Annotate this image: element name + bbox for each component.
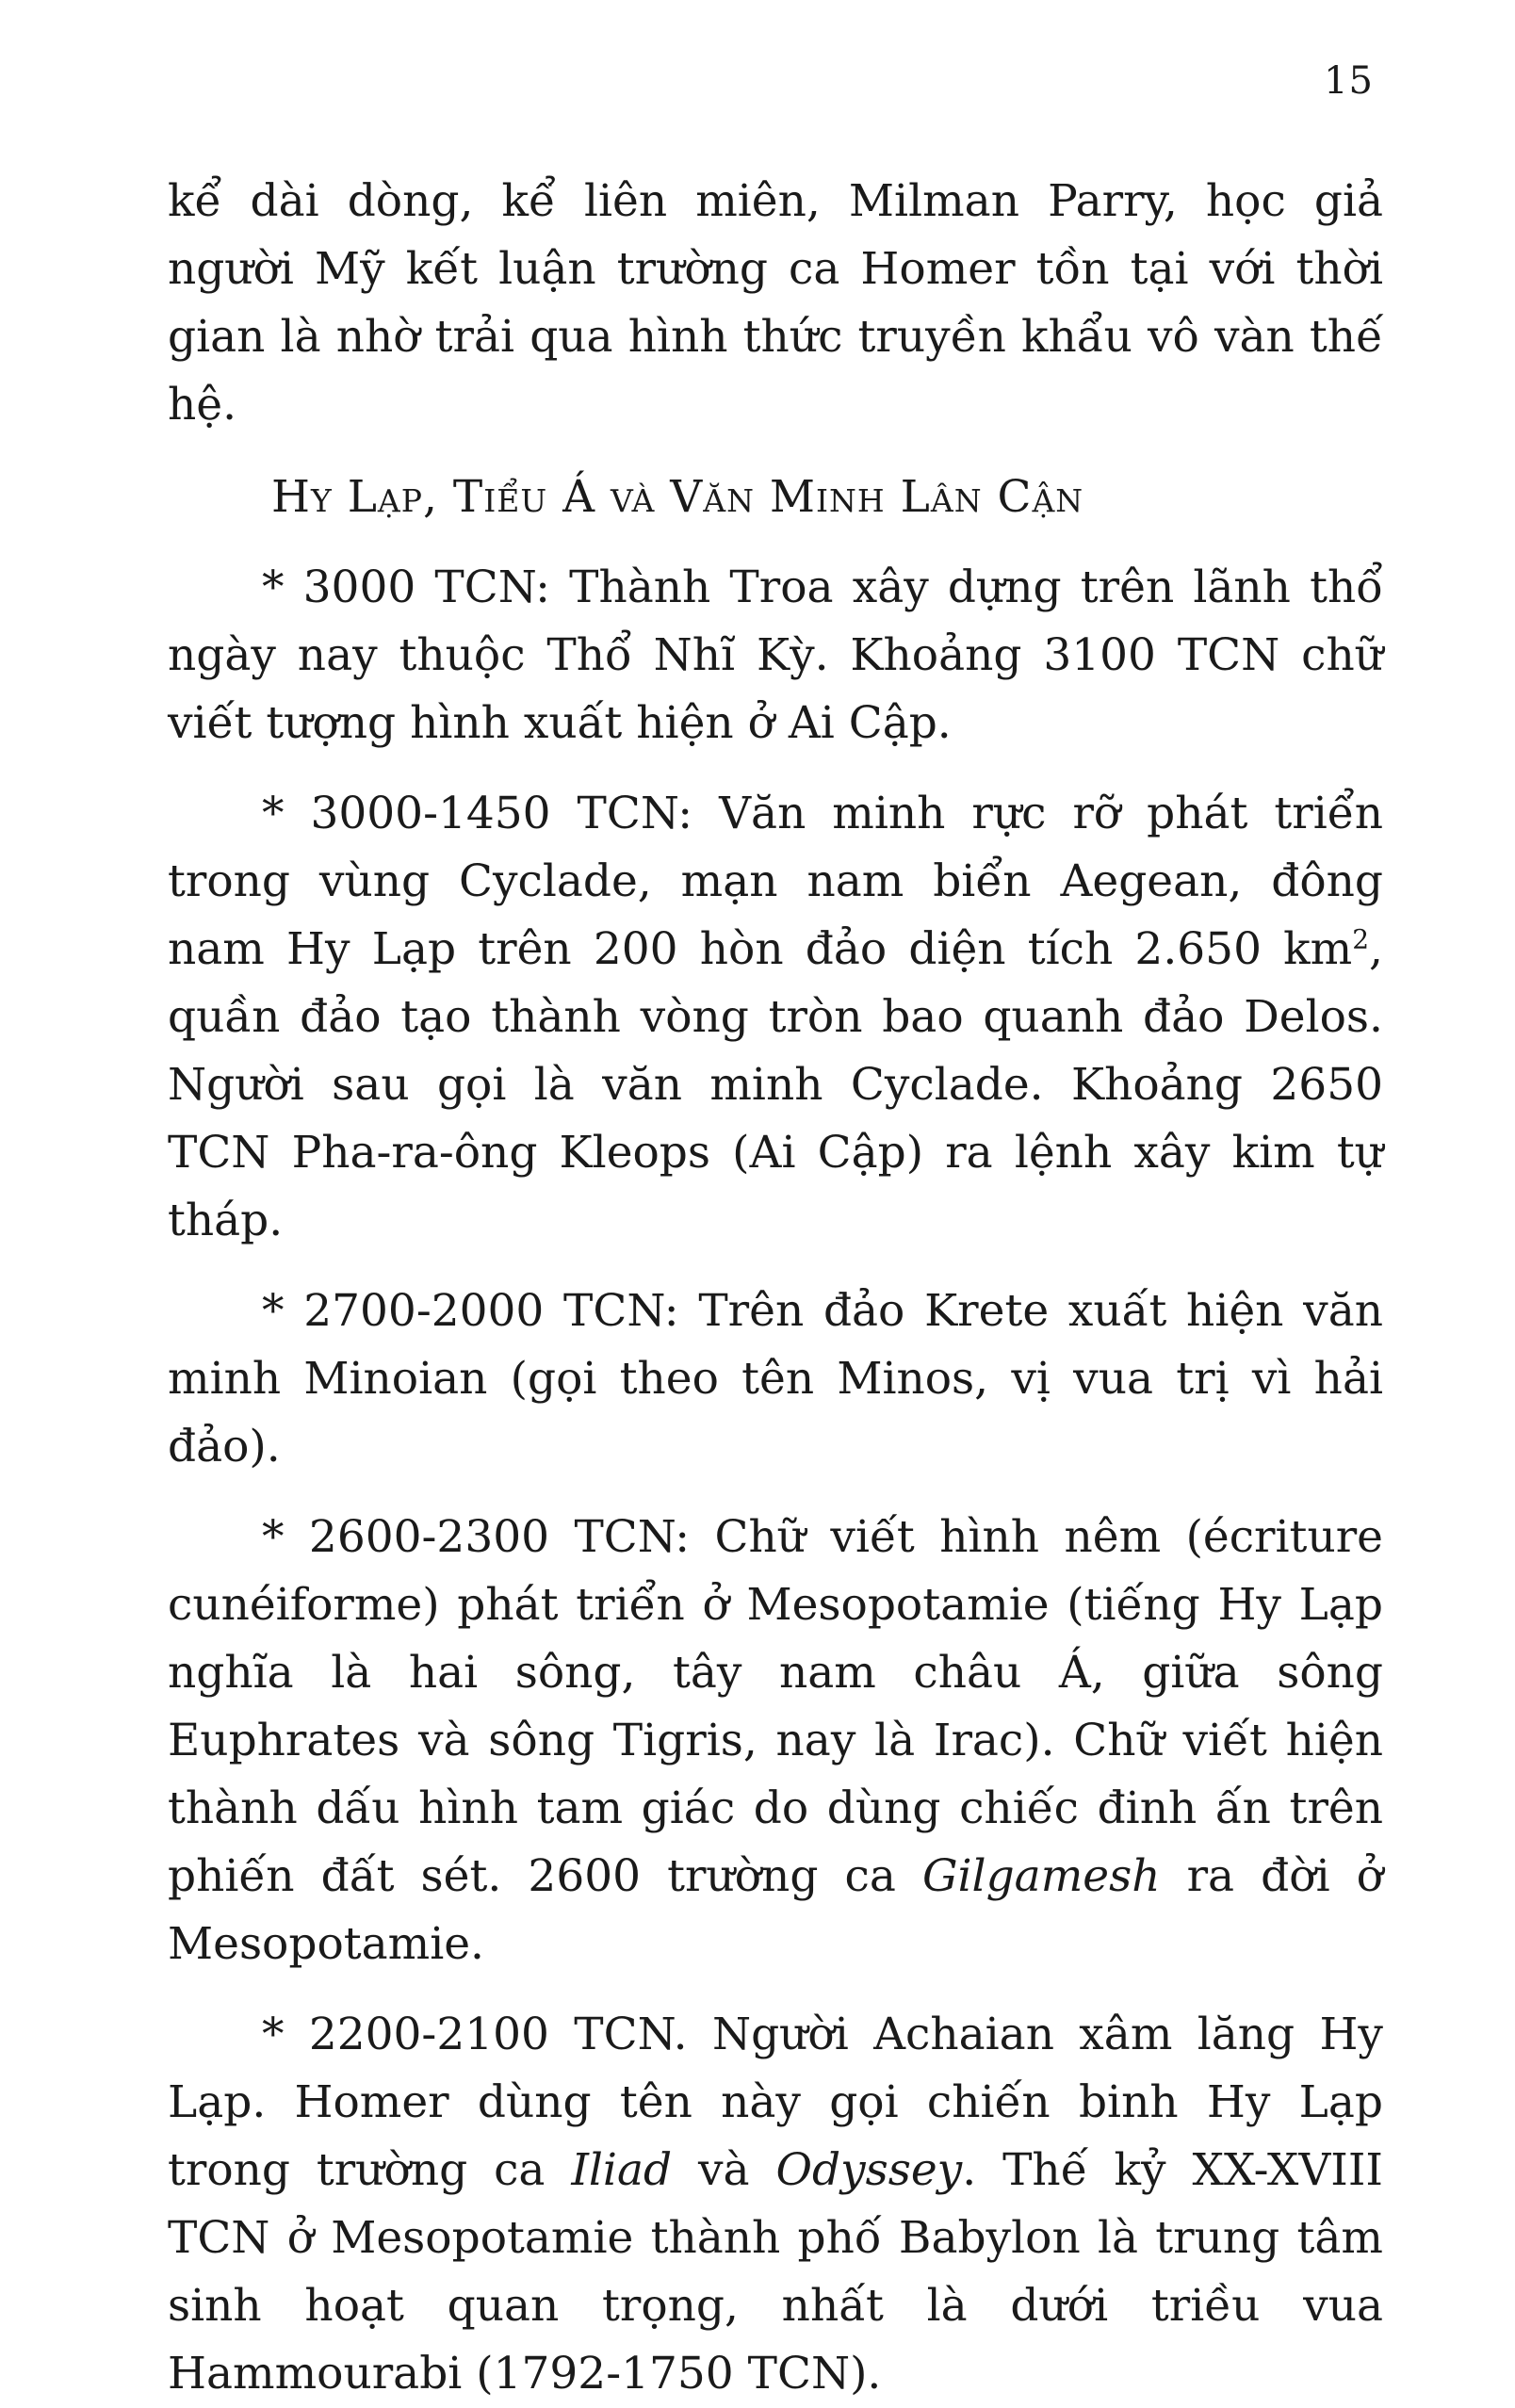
paragraph-text: , quần đảo tạo thành vòng tròn bao quanh đảo Delos. Người sau gọi là văn minh Cyclade. Khoảng 2650 TCN Pha-ra-ông Kleops (Ai Cập) ra lệnh xây kim tự tháp. xyxy=(168,923,1383,1246)
paragraph-3000-1450-tcn xyxy=(168,780,1383,1255)
paragraph-text: * 2200-2100 TCN. Người Achaian xâm lăng Hy Lạp. Homer dùng tên này gọi chiến binh Hy Lạp trong trường ca xyxy=(168,2009,1383,2196)
paragraph-2600-2300-tcn xyxy=(168,1504,1383,1978)
section-title: Hy Lạp, Tiểu Á và Văn Minh Lân Cận xyxy=(271,471,1084,523)
paragraph-2200-2100-tcn xyxy=(168,2001,1383,2408)
italic-title: Gilgamesh xyxy=(921,1850,1161,1902)
italic-title: Iliad xyxy=(571,2144,673,2196)
paragraph-continuation: kể dài dòng, kể liên miên, Milman Parry, học giả người Mỹ kết luận trường ca Homer tồn tại với thời gian là nhờ trải qua hình thức truyền khẩu vô vàn thế hệ. xyxy=(168,175,1383,431)
paragraph-3000-tcn: * 3000 TCN: Thành Troa xây dựng trên lãnh thổ ngày nay thuộc Thổ Nhĩ Kỳ. Khoảng 3100 TCN chữ viết tượng hình xuất hiện ở Ai Cập. xyxy=(168,561,1383,749)
italic-title: Odyssey xyxy=(775,2144,963,2196)
paragraph-text: ra đời ở Mesopotamie. xyxy=(168,1850,1383,1970)
superscript: 2 xyxy=(1352,923,1370,955)
paragraph-text: . Thế kỷ XX-XVIII TCN ở Mesopotamie thành phố Babylon là trung tâm sinh hoạt quan trọng, nhất là dưới triều vua Hammourabi (1792-1750 TCN). xyxy=(168,2144,1383,2400)
paragraph-text: * 2600-2300 TCN: Chữ viết hình nêm (écriture cunéiforme) phát triển ở Mesopotamie (tiếng Hy Lạp nghĩa là hai sông, tây nam châu Á, giữa sông Euphrates và sông Tigris, nay là Irac). Chữ viết hiện thành dấu hình tam giác do dùng chiếc đinh ấn trên phiến đất sét. 2600 trường ca xyxy=(168,1511,1383,1902)
paragraph-2700-2000-tcn: * 2700-2000 TCN: Trên đảo Krete xuất hiện văn minh Minoian (gọi theo tên Minos, vị vua trị vì hải đảo). xyxy=(168,1285,1383,1472)
paragraph-text: * 3000-1450 TCN: Văn minh rực rỡ phát triển trong vùng Cyclade, mạn nam biển Aegean, đông nam Hy Lạp trên 200 hòn đảo diện tích 2.650 km xyxy=(168,788,1383,975)
paragraph-text: và xyxy=(672,2144,776,2196)
page-body xyxy=(168,168,1383,2408)
page-number: 15 xyxy=(1324,59,1374,103)
